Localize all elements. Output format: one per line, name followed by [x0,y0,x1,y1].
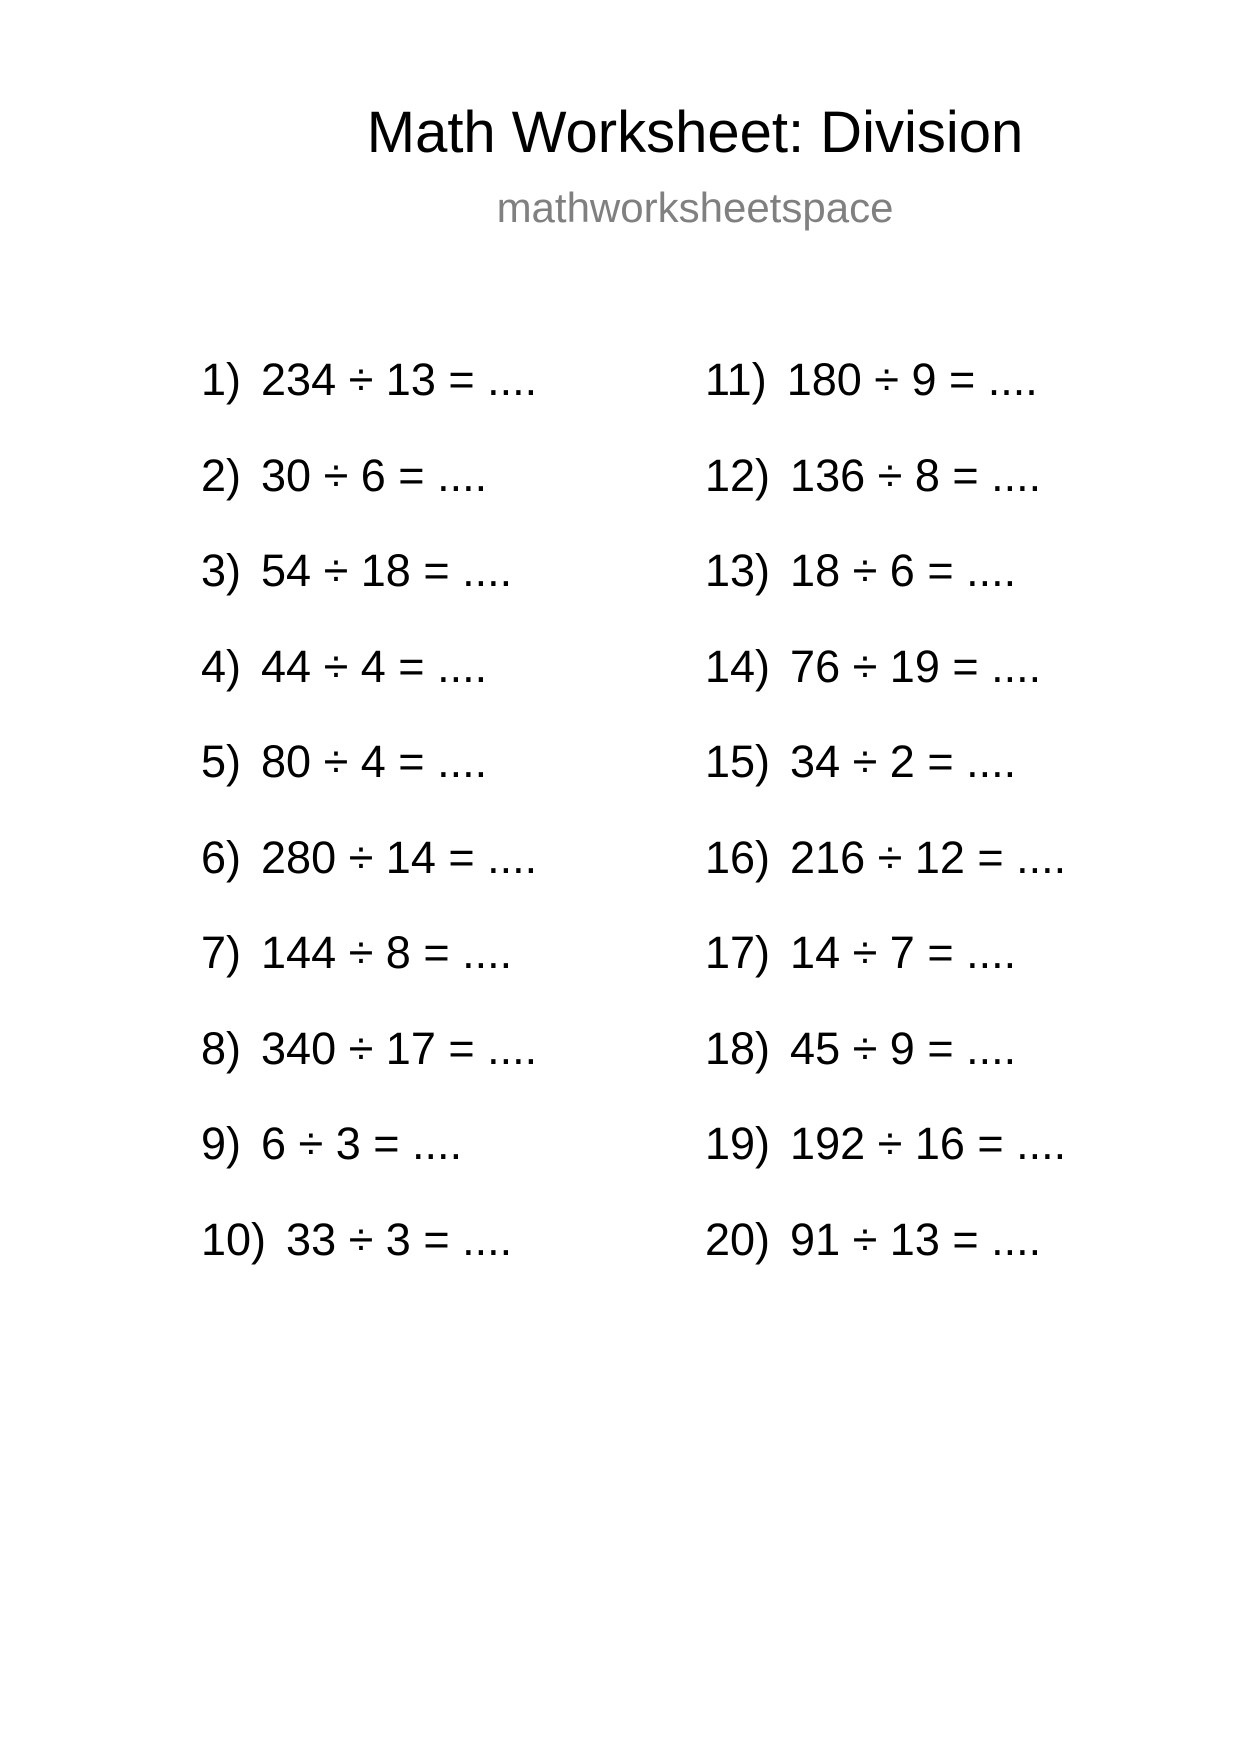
problem-number: 12) [705,449,771,501]
problem-item [705,1210,1066,1306]
problem-item [705,1019,1066,1115]
problem-item [705,1114,1066,1210]
problem-number: 18) [705,1022,771,1074]
problem-expression: 136 ÷ 8 = .... [790,449,1042,501]
problem-number: 13) [705,545,771,596]
problem-expression: 54 ÷ 18 = .... [261,545,513,596]
problem-number: 3) [201,545,242,596]
problem-expression: 33 ÷ 3 = .... [286,1213,513,1265]
problem-number: 17) [705,927,771,978]
problem-item [705,637,1066,733]
problem-expression: 44 ÷ 4 = .... [261,640,488,692]
problem-number: 5) [201,736,242,787]
problem-expression: 14 ÷ 7 = .... [790,927,1017,978]
problem-item [705,350,1066,446]
problem-number: 6) [201,831,242,883]
problem-item [201,828,537,924]
problem-number: 9) [201,1118,242,1169]
problem-expression: 34 ÷ 2 = .... [790,736,1017,787]
problem-expression: 340 ÷ 17 = .... [261,1022,538,1074]
problem-number: 7) [201,927,242,978]
problem-number: 19) [705,1118,771,1169]
page-subtitle: mathworksheetspace [496,184,894,231]
problem-item [201,637,537,733]
problem-number: 10) [201,1213,267,1265]
problem-number: 15) [705,736,771,787]
problem-expression: 18 ÷ 6 = .... [790,545,1017,596]
problem-item [201,541,537,637]
problem-item [201,446,537,542]
problem-item [201,350,537,446]
problem-number: 4) [201,640,242,692]
page-title: Math Worksheet: Division [366,100,1024,165]
problem-item [201,1019,537,1115]
problem-item [705,732,1066,828]
problem-item [201,1210,537,1306]
problem-item [201,1114,537,1210]
problem-expression: 180 ÷ 9 = .... [786,354,1038,405]
problem-expression: 6 ÷ 3 = .... [261,1118,463,1169]
problem-number: 14) [705,640,771,692]
problem-expression: 234 ÷ 13 = .... [261,354,538,405]
problem-item [201,923,537,1019]
problem-expression: 30 ÷ 6 = .... [261,449,488,501]
problem-item [705,828,1066,924]
problem-column-right [705,350,1066,1305]
problem-item [705,446,1066,542]
problem-expression: 192 ÷ 16 = .... [790,1118,1067,1169]
problem-item [705,923,1066,1019]
problem-item [201,732,537,828]
problem-expression: 76 ÷ 19 = .... [790,640,1042,692]
problem-number: 11) [705,354,767,405]
problem-expression: 80 ÷ 4 = .... [261,736,488,787]
problem-number: 8) [201,1022,242,1074]
problem-number: 1) [201,354,242,405]
problem-item [705,541,1066,637]
problem-column-left [201,350,537,1305]
problem-expression: 91 ÷ 13 = .... [790,1213,1042,1265]
problem-number: 2) [201,449,242,501]
problem-expression: 45 ÷ 9 = .... [790,1022,1017,1074]
problem-number: 20) [705,1213,771,1265]
problem-expression: 280 ÷ 14 = .... [261,831,538,883]
problem-number: 16) [705,831,771,883]
problem-expression: 216 ÷ 12 = .... [790,831,1067,883]
problem-expression: 144 ÷ 8 = .... [261,927,513,978]
